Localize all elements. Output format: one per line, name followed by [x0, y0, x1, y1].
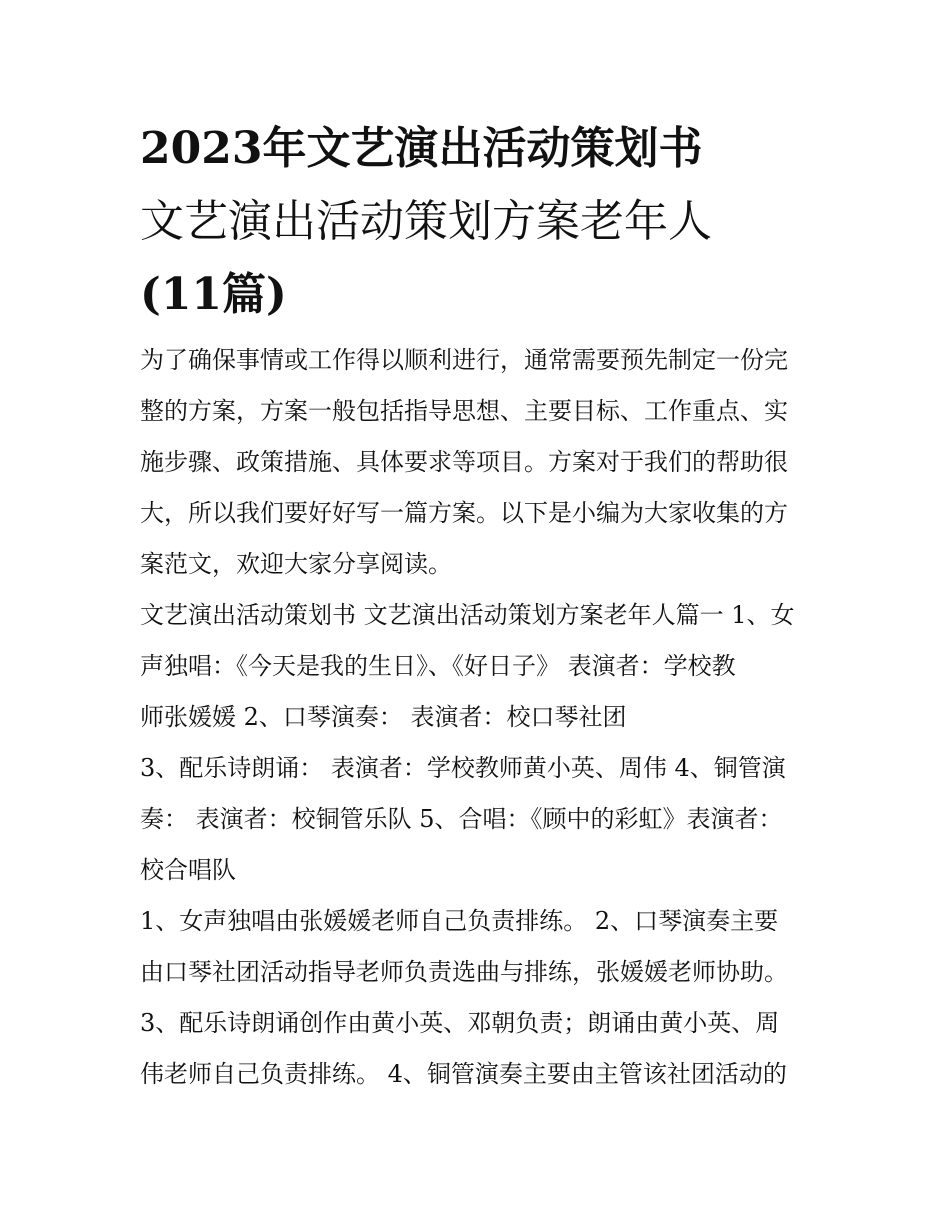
paragraph-program-2 — [140, 743, 820, 896]
text-line: 案范文，欢迎大家分享阅读。 — [140, 550, 452, 578]
paragraph-program-1 — [140, 590, 820, 743]
text-line: 文艺演出活动策划书 文艺演出活动策划方案老年人篇一 1、女 — [140, 601, 795, 629]
text-line: 3、配乐诗朗诵创作由黄小英、邓朝负责；朗诵由黄小英、周 — [140, 1009, 780, 1037]
paragraph-intro — [140, 335, 820, 590]
text-line: 师张媛媛 2、口琴演奏： 表演者：校口琴社团 — [140, 703, 627, 731]
text-line: 奏： 表演者：校铜管乐队 5、合唱：《顾中的彩虹》表演者： — [140, 805, 783, 833]
text-line: 声独唱：《今天是我的生日》、《好日子》 表演者：学校教 — [140, 652, 736, 680]
text-line: 伟老师自己负责排练。 4、铜管演奏主要由主管该社团活动的 — [140, 1060, 787, 1088]
document-body — [140, 335, 820, 1100]
title-line-2: 文艺演出活动策划方案老年人 — [140, 196, 712, 247]
text-line: 由口琴社团活动指导老师负责选曲与排练，张媛媛老师协助。 — [140, 958, 788, 986]
text-line: 施步骤、政策措施、具体要求等项目。方案对于我们的帮助很 — [140, 448, 788, 476]
text-line: 3、配乐诗朗诵： 表演者：学校教师黄小英、周伟 4、铜管演 — [140, 754, 786, 782]
text-line: 大，所以我们要好好写一篇方案。以下是小编为大家收集的方 — [140, 499, 788, 527]
text-line: 为了确保事情或工作得以顺利进行，通常需要预先制定一份完 — [140, 346, 788, 374]
title-line-3: (11篇) — [140, 269, 287, 320]
text-line: 整的方案，方案一般包括指导思想、主要目标、工作重点、实 — [140, 397, 788, 425]
paragraph-rehearsal — [140, 896, 820, 1100]
text-line: 校合唱队 — [140, 856, 236, 884]
title-line-1: 2023年文艺演出活动策划书 — [140, 123, 703, 174]
document-title — [140, 112, 820, 331]
document-content — [140, 112, 820, 1100]
text-line: 1、女声独唱由张媛媛老师自己负责排练。 2、口琴演奏主要 — [140, 907, 779, 935]
